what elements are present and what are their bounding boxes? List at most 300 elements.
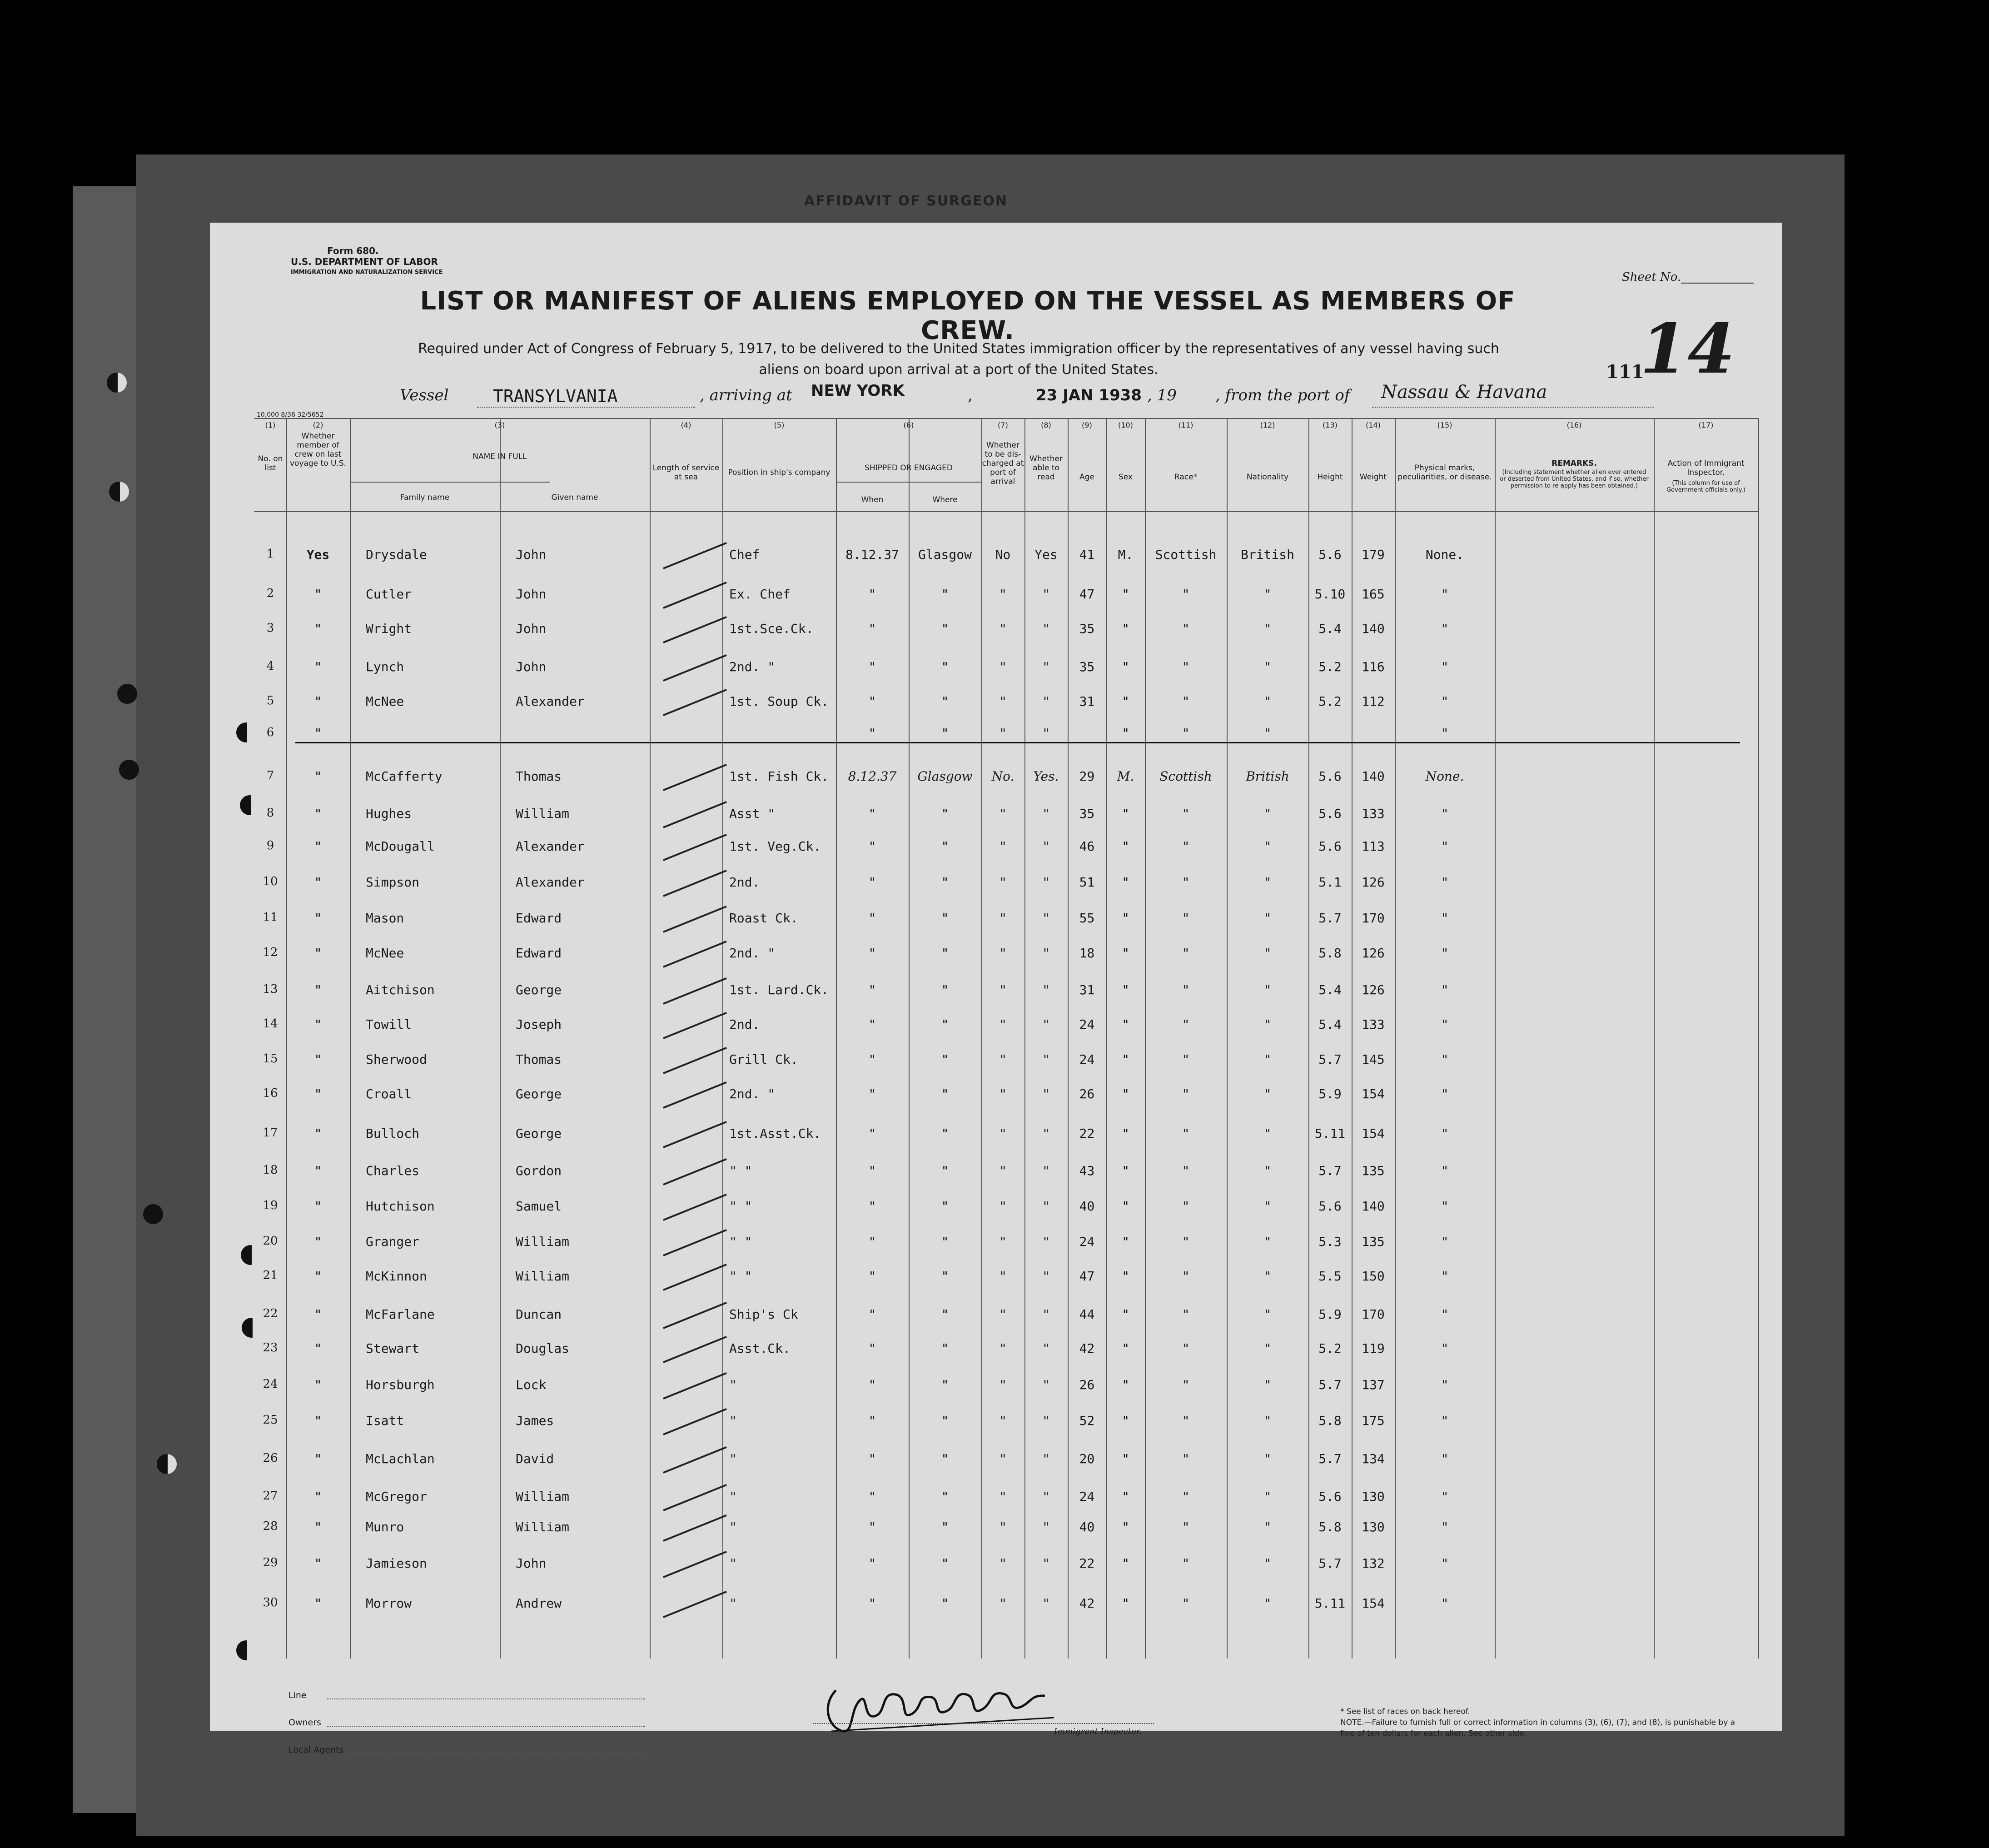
cell-given: Alexander bbox=[516, 694, 585, 709]
cell-read: " bbox=[1042, 1377, 1050, 1392]
cell-sex: " bbox=[1122, 875, 1129, 890]
cell-sex: " bbox=[1122, 1017, 1129, 1032]
handwritten-sheet-number: 14 bbox=[1640, 309, 1735, 389]
cell-read: " bbox=[1042, 839, 1050, 854]
row-number: 7 bbox=[266, 769, 274, 782]
cell-prev: " bbox=[314, 659, 322, 674]
cell-height: 5.9 bbox=[1318, 1307, 1342, 1322]
cell-nat: " bbox=[1263, 982, 1272, 997]
cell-nat: " bbox=[1263, 1451, 1272, 1466]
cell-read: " bbox=[1042, 1234, 1050, 1249]
cell-sex: " bbox=[1122, 1377, 1129, 1392]
cell-when: 8.12.37 bbox=[848, 769, 897, 784]
cell-given: Edward bbox=[516, 946, 562, 961]
header-shipped-engaged: SHIPPED OR ENGAGED bbox=[865, 463, 953, 473]
cell-nat: " bbox=[1263, 1489, 1272, 1504]
cell-family: McGregor bbox=[366, 1489, 427, 1504]
cell-given: John bbox=[516, 621, 547, 636]
cell-height: 5.8 bbox=[1318, 1413, 1342, 1428]
row-number: 13 bbox=[263, 982, 278, 996]
header-member-last-voyage: Whether member of crew on last voyage to U.S. bbox=[289, 432, 347, 468]
cell-given: William bbox=[516, 806, 570, 821]
cell-marks: " bbox=[1441, 839, 1449, 854]
cell-position: " bbox=[729, 1451, 737, 1466]
page-title: LIST OR MANIFEST OF ALIENS EMPLOYED ON THE VESSEL AS MEMBERS OF CREW. bbox=[420, 286, 1516, 345]
arrival-date-stamp: 23 JAN 1938 bbox=[1036, 386, 1142, 404]
row-number: 21 bbox=[263, 1269, 278, 1282]
cell-family: Sherwood bbox=[366, 1052, 427, 1067]
cell-when: 8.12.37 bbox=[845, 547, 899, 562]
cell-given: George bbox=[516, 982, 562, 997]
column-number: (2) bbox=[313, 421, 323, 429]
cell-weight: 135 bbox=[1362, 1163, 1385, 1178]
cell-prev: " bbox=[314, 1413, 322, 1428]
cell-race: " bbox=[1182, 1556, 1190, 1571]
cell-age: 31 bbox=[1079, 982, 1095, 997]
row-number: 29 bbox=[263, 1556, 278, 1569]
arriving-port: NEW YORK bbox=[811, 382, 905, 400]
name-subheader-rule bbox=[350, 482, 550, 483]
cell-when: " bbox=[868, 839, 876, 854]
cell-nat: " bbox=[1263, 911, 1272, 926]
cell-when: " bbox=[868, 1199, 876, 1214]
cell-when: " bbox=[868, 911, 876, 926]
cell-position: " " bbox=[729, 1199, 752, 1214]
cell-weight: 126 bbox=[1362, 875, 1385, 890]
cell-height: 5.6 bbox=[1318, 839, 1342, 854]
cell-disch: " bbox=[999, 982, 1007, 997]
cell-read: " bbox=[1042, 1451, 1050, 1466]
year-label: , 19 bbox=[1147, 386, 1177, 404]
cell-race: " bbox=[1182, 1163, 1190, 1178]
cell-sex: M. bbox=[1117, 769, 1134, 784]
cell-marks: " bbox=[1441, 1519, 1449, 1534]
cell-when: " bbox=[868, 806, 876, 821]
cell-prev: " bbox=[314, 982, 322, 997]
cell-family: Mason bbox=[366, 911, 404, 926]
cell-disch: No bbox=[995, 547, 1011, 562]
comma-separator: , bbox=[968, 386, 973, 404]
line-label: Line bbox=[288, 1690, 307, 1700]
cell-disch: " bbox=[999, 1341, 1007, 1356]
cell-nat: " bbox=[1263, 1163, 1272, 1178]
cell-race: " bbox=[1182, 1126, 1190, 1141]
column-rule bbox=[1106, 418, 1107, 1659]
cell-disch: " bbox=[999, 1307, 1007, 1322]
header-family-name: Family name bbox=[400, 493, 450, 502]
cell-sex: " bbox=[1122, 1451, 1129, 1466]
cell-disch: " bbox=[999, 839, 1007, 854]
cell-age: 42 bbox=[1079, 1341, 1095, 1356]
column-number: (15) bbox=[1437, 421, 1452, 429]
cell-given: Andrew bbox=[516, 1596, 562, 1611]
cell-nat: " bbox=[1263, 1596, 1272, 1611]
column-rule bbox=[1495, 418, 1496, 1659]
cell-sex: " bbox=[1122, 1086, 1129, 1101]
cell-prev: " bbox=[314, 1269, 322, 1284]
department-name: U.S. DEPARTMENT OF LABOR bbox=[291, 256, 438, 267]
cell-family: Wright bbox=[366, 621, 412, 636]
cell-nat: " bbox=[1263, 839, 1272, 854]
cell-sex: " bbox=[1122, 1234, 1129, 1249]
cell-position: " " bbox=[729, 1234, 752, 1249]
header-no-on-list: No. on list bbox=[258, 454, 283, 473]
cell-read: " bbox=[1042, 1519, 1050, 1534]
cell-when: " bbox=[868, 1086, 876, 1101]
cell-height: 5.11 bbox=[1314, 1596, 1346, 1611]
cell-marks: " bbox=[1441, 1234, 1449, 1249]
cell-nat: " bbox=[1263, 1126, 1272, 1141]
cell-height: 5.8 bbox=[1318, 1519, 1342, 1534]
cell-weight: 154 bbox=[1362, 1086, 1385, 1101]
cell-given: William bbox=[516, 1234, 570, 1249]
header-sex: Sex bbox=[1118, 473, 1133, 482]
cell-position: 1st. Soup Ck. bbox=[729, 694, 829, 709]
cell-given: Thomas bbox=[516, 769, 562, 784]
cell-where: " bbox=[941, 1556, 949, 1571]
owners-blank bbox=[327, 1726, 645, 1727]
cell-nat: " bbox=[1263, 694, 1272, 709]
cell-weight: 119 bbox=[1362, 1341, 1385, 1356]
cell-age: 24 bbox=[1079, 1017, 1095, 1032]
cell-sex: " bbox=[1122, 1413, 1129, 1428]
cell-marks: " bbox=[1441, 694, 1449, 709]
cell-when: " bbox=[868, 875, 876, 890]
cell-family: Isatt bbox=[366, 1413, 404, 1428]
cell-sex: " bbox=[1122, 587, 1129, 602]
from-port: Nassau & Havana bbox=[1381, 382, 1547, 403]
cell-height: 5.7 bbox=[1318, 911, 1342, 926]
cell-marks: " bbox=[1441, 621, 1449, 636]
cell-sex: " bbox=[1122, 1307, 1129, 1322]
cell-weight: 130 bbox=[1362, 1489, 1385, 1504]
cell-position: Chef bbox=[729, 547, 760, 562]
cell-race: Scottish bbox=[1155, 547, 1217, 562]
cell-sex: " bbox=[1122, 839, 1129, 854]
cell-position: " bbox=[729, 1596, 737, 1611]
cell-race: " bbox=[1182, 1017, 1190, 1032]
row-number: 2 bbox=[266, 587, 274, 600]
cell-given: George bbox=[516, 1126, 562, 1141]
cell-height: 5.4 bbox=[1318, 621, 1342, 636]
row-number: 9 bbox=[266, 839, 274, 852]
header-length-service: Length of service at sea bbox=[652, 463, 720, 482]
cell-disch: " bbox=[999, 1017, 1007, 1032]
cell-where: " bbox=[941, 946, 949, 961]
cell-disch: " bbox=[999, 1451, 1007, 1466]
row-number: 14 bbox=[263, 1017, 278, 1031]
cell-marks: " bbox=[1441, 1052, 1449, 1067]
column-number: (3) bbox=[494, 421, 505, 429]
cell-weight: 145 bbox=[1362, 1052, 1385, 1067]
cell-marks: " bbox=[1441, 726, 1449, 741]
cell-where: " bbox=[941, 1307, 949, 1322]
cell-position: 1st. Fish Ck. bbox=[729, 769, 829, 784]
cell-age: 35 bbox=[1079, 621, 1095, 636]
cell-prev: " bbox=[314, 911, 322, 926]
cell-weight: 140 bbox=[1362, 769, 1385, 784]
cell-given: Alexander bbox=[516, 875, 585, 890]
cell-age: 22 bbox=[1079, 1556, 1095, 1571]
cell-family: Morrow bbox=[366, 1596, 412, 1611]
cell-marks: " bbox=[1441, 806, 1449, 821]
column-number: (1) bbox=[265, 421, 276, 429]
cell-disch: " bbox=[999, 1163, 1007, 1178]
cell-where: " bbox=[941, 694, 949, 709]
row-number: 27 bbox=[263, 1489, 278, 1503]
cell-age: 26 bbox=[1079, 1086, 1095, 1101]
row-number: 15 bbox=[263, 1052, 278, 1066]
cell-age: 26 bbox=[1079, 1377, 1095, 1392]
column-number: (13) bbox=[1323, 421, 1338, 429]
cell-position: Ship's Ck bbox=[729, 1307, 798, 1322]
cell-read: " bbox=[1042, 1269, 1050, 1284]
cell-given: John bbox=[516, 547, 547, 562]
cell-where: " bbox=[941, 982, 949, 997]
cell-family: Drysdale bbox=[366, 547, 427, 562]
cell-sex: " bbox=[1122, 1126, 1129, 1141]
cell-given: Samuel bbox=[516, 1199, 562, 1214]
cell-height: 5.5 bbox=[1318, 1269, 1342, 1284]
cell-prev: Yes bbox=[306, 547, 330, 562]
cell-marks: " bbox=[1441, 1269, 1449, 1284]
cell-read: " bbox=[1042, 726, 1050, 741]
column-rule bbox=[286, 418, 287, 1659]
row-number: 3 bbox=[266, 621, 274, 635]
cell-marks: " bbox=[1441, 587, 1449, 602]
cell-height: 5.7 bbox=[1318, 1451, 1342, 1466]
cell-height: 5.11 bbox=[1314, 1126, 1346, 1141]
column-rule bbox=[1024, 418, 1025, 1659]
row-number: 25 bbox=[263, 1413, 278, 1427]
cell-age: 24 bbox=[1079, 1489, 1095, 1504]
column-number: (12) bbox=[1260, 421, 1275, 429]
cell-where: " bbox=[941, 806, 949, 821]
signature-line bbox=[813, 1723, 1154, 1724]
cell-given: Joseph bbox=[516, 1017, 562, 1032]
cell-height: 5.6 bbox=[1318, 769, 1342, 784]
cell-height: 5.2 bbox=[1318, 1341, 1342, 1356]
cell-disch: No. bbox=[991, 769, 1014, 784]
cell-race: " bbox=[1182, 1341, 1190, 1356]
cell-when: " bbox=[868, 1017, 876, 1032]
header-discharged: Whether to be dis-charged at port of arrival bbox=[982, 441, 1024, 486]
header-race: Race* bbox=[1174, 473, 1198, 482]
cell-weight: 137 bbox=[1362, 1377, 1385, 1392]
row-number: 10 bbox=[263, 875, 278, 888]
cell-prev: " bbox=[314, 1234, 322, 1249]
cell-disch: " bbox=[999, 911, 1007, 926]
local-agents-blank bbox=[345, 1753, 645, 1754]
row-number: 23 bbox=[263, 1341, 278, 1355]
cell-height: 5.10 bbox=[1314, 587, 1346, 602]
header-nationality: Nationality bbox=[1246, 473, 1289, 482]
behind-sheet-label: AFFIDAVIT OF SURGEON bbox=[804, 193, 1008, 209]
cell-nat: " bbox=[1263, 1519, 1272, 1534]
punch-hole bbox=[119, 760, 139, 780]
column-rule bbox=[1654, 418, 1655, 1659]
cell-marks: " bbox=[1441, 946, 1449, 961]
cell-weight: 135 bbox=[1362, 1234, 1385, 1249]
cell-prev: " bbox=[314, 621, 322, 636]
header-able-read: Whether able to read bbox=[1029, 454, 1063, 482]
cell-height: 5.8 bbox=[1318, 946, 1342, 961]
cell-family: Lynch bbox=[366, 659, 404, 674]
cell-position: 2nd. bbox=[729, 1017, 760, 1032]
cell-given: John bbox=[516, 587, 547, 602]
punch-hole bbox=[236, 1640, 256, 1660]
cell-read: " bbox=[1042, 911, 1050, 926]
cell-marks: " bbox=[1441, 875, 1449, 890]
penalty-note: NOTE.—Failure to furnish full or correct information in columns (3), (6), (7), and (8), is punishable by a fine of ten dollars for each alien. See other side. bbox=[1340, 1718, 1735, 1738]
cell-when: " bbox=[868, 1489, 876, 1504]
cell-read: " bbox=[1042, 806, 1050, 821]
cell-weight: 126 bbox=[1362, 982, 1385, 997]
cell-nat: " bbox=[1263, 1017, 1272, 1032]
cell-when: " bbox=[868, 946, 876, 961]
row-number: 11 bbox=[263, 911, 278, 924]
cell-where: " bbox=[941, 1052, 949, 1067]
cell-height: 5.2 bbox=[1318, 659, 1342, 674]
cell-given: Lock bbox=[516, 1377, 547, 1392]
column-rule bbox=[1395, 418, 1396, 1659]
cell-age: 43 bbox=[1079, 1163, 1095, 1178]
cell-family: Stewart bbox=[366, 1341, 420, 1356]
vessel-name: TRANSYLVANIA bbox=[493, 386, 618, 406]
cell-height: 5.6 bbox=[1318, 1489, 1342, 1504]
cell-weight: 175 bbox=[1362, 1413, 1385, 1428]
header-action: Action of Immigrant Inspector. bbox=[1667, 459, 1745, 477]
cell-where: " bbox=[941, 1413, 949, 1428]
cell-sex: " bbox=[1122, 911, 1129, 926]
cell-age: 31 bbox=[1079, 694, 1095, 709]
cell-height: 5.7 bbox=[1318, 1052, 1342, 1067]
page-number: 111 bbox=[1606, 361, 1644, 383]
cell-nat: British bbox=[1240, 547, 1294, 562]
cell-where: " bbox=[941, 911, 949, 926]
cell-disch: " bbox=[999, 946, 1007, 961]
cell-nat: " bbox=[1263, 1234, 1272, 1249]
cell-race: " bbox=[1182, 1451, 1190, 1466]
cell-sex: " bbox=[1122, 806, 1129, 821]
cell-marks: None. bbox=[1425, 547, 1464, 562]
cell-weight: 113 bbox=[1362, 839, 1385, 854]
cell-height: 5.7 bbox=[1318, 1163, 1342, 1178]
cell-position: 1st.Sce.Ck. bbox=[729, 621, 814, 636]
cell-prev: " bbox=[314, 694, 322, 709]
row-number: 12 bbox=[263, 946, 278, 959]
column-rule bbox=[1308, 418, 1309, 1659]
cell-disch: " bbox=[999, 875, 1007, 890]
service-name: IMMIGRATION AND NATURALIZATION SERVICE bbox=[291, 269, 443, 276]
cell-nat: British bbox=[1246, 769, 1289, 784]
cell-age: 22 bbox=[1079, 1126, 1095, 1141]
cell-race: " bbox=[1182, 726, 1190, 741]
cell-family: Hutchison bbox=[366, 1199, 435, 1214]
cell-family: McNee bbox=[366, 694, 404, 709]
punch-hole bbox=[117, 684, 137, 704]
cell-nat: " bbox=[1263, 1307, 1272, 1322]
row-number: 1 bbox=[266, 547, 274, 561]
cell-when: " bbox=[868, 1163, 876, 1178]
cell-prev: " bbox=[314, 946, 322, 961]
cell-position: " " bbox=[729, 1163, 752, 1178]
cell-sex: " bbox=[1122, 982, 1129, 997]
cell-weight: 170 bbox=[1362, 1307, 1385, 1322]
header-age: Age bbox=[1079, 473, 1094, 482]
cell-read: " bbox=[1042, 1199, 1050, 1214]
cell-sex: " bbox=[1122, 1489, 1129, 1504]
cell-age: 40 bbox=[1079, 1519, 1095, 1534]
cell-sex: " bbox=[1122, 1556, 1129, 1571]
cell-read: " bbox=[1042, 1307, 1050, 1322]
cell-when: " bbox=[868, 1413, 876, 1428]
cell-race: " bbox=[1182, 982, 1190, 997]
cell-nat: " bbox=[1263, 621, 1272, 636]
cell-height: 5.4 bbox=[1318, 982, 1342, 997]
cell-disch: " bbox=[999, 1489, 1007, 1504]
cell-position: Ex. Chef bbox=[729, 587, 791, 602]
cell-disch: " bbox=[999, 694, 1007, 709]
column-rule bbox=[1227, 418, 1228, 1659]
cell-weight: 112 bbox=[1362, 694, 1385, 709]
cell-height: 5.1 bbox=[1318, 875, 1342, 890]
column-rule bbox=[1352, 418, 1353, 1659]
cell-prev: " bbox=[314, 875, 322, 890]
cell-nat: " bbox=[1263, 659, 1272, 674]
cell-position: 2nd. " bbox=[729, 946, 776, 961]
column-number: (5) bbox=[774, 421, 785, 429]
header-given-name: Given name bbox=[551, 493, 598, 502]
cell-marks: " bbox=[1441, 1413, 1449, 1428]
footer-note bbox=[1340, 1706, 1749, 1739]
cell-position: 2nd. " bbox=[729, 659, 776, 674]
column-number: (7) bbox=[998, 421, 1008, 429]
cell-nat: " bbox=[1263, 1377, 1272, 1392]
cell-marks: " bbox=[1441, 982, 1449, 997]
cell-where: " bbox=[941, 1199, 949, 1214]
cell-read: " bbox=[1042, 875, 1050, 890]
punch-hole bbox=[157, 1454, 177, 1474]
cell-sex: " bbox=[1122, 1596, 1129, 1611]
cell-given: John bbox=[516, 659, 547, 674]
cell-where: " bbox=[941, 1341, 949, 1356]
cell-given: James bbox=[516, 1413, 554, 1428]
cell-where: " bbox=[941, 1596, 949, 1611]
cell-prev: " bbox=[314, 587, 322, 602]
crew-manifest-table bbox=[254, 418, 1758, 1659]
cell-position: " bbox=[729, 1489, 737, 1504]
row-number: 19 bbox=[263, 1199, 278, 1212]
cell-disch: " bbox=[999, 659, 1007, 674]
column-rule bbox=[909, 418, 910, 1659]
cell-weight: 140 bbox=[1362, 621, 1385, 636]
punch-hole bbox=[107, 373, 127, 393]
column-number: (9) bbox=[1082, 421, 1092, 429]
cell-age: 24 bbox=[1079, 1234, 1095, 1249]
cell-position: " bbox=[729, 1556, 737, 1571]
column-number: (4) bbox=[681, 421, 691, 429]
cell-height: 5.6 bbox=[1318, 806, 1342, 821]
row-number: 28 bbox=[263, 1519, 278, 1533]
row-number: 22 bbox=[263, 1307, 278, 1320]
cell-prev: " bbox=[314, 1556, 322, 1571]
cell-disch: " bbox=[999, 1052, 1007, 1067]
cell-marks: " bbox=[1441, 1017, 1449, 1032]
owners-label: Owners bbox=[288, 1718, 321, 1728]
cell-family: Simpson bbox=[366, 875, 420, 890]
cell-prev: " bbox=[314, 1199, 322, 1214]
